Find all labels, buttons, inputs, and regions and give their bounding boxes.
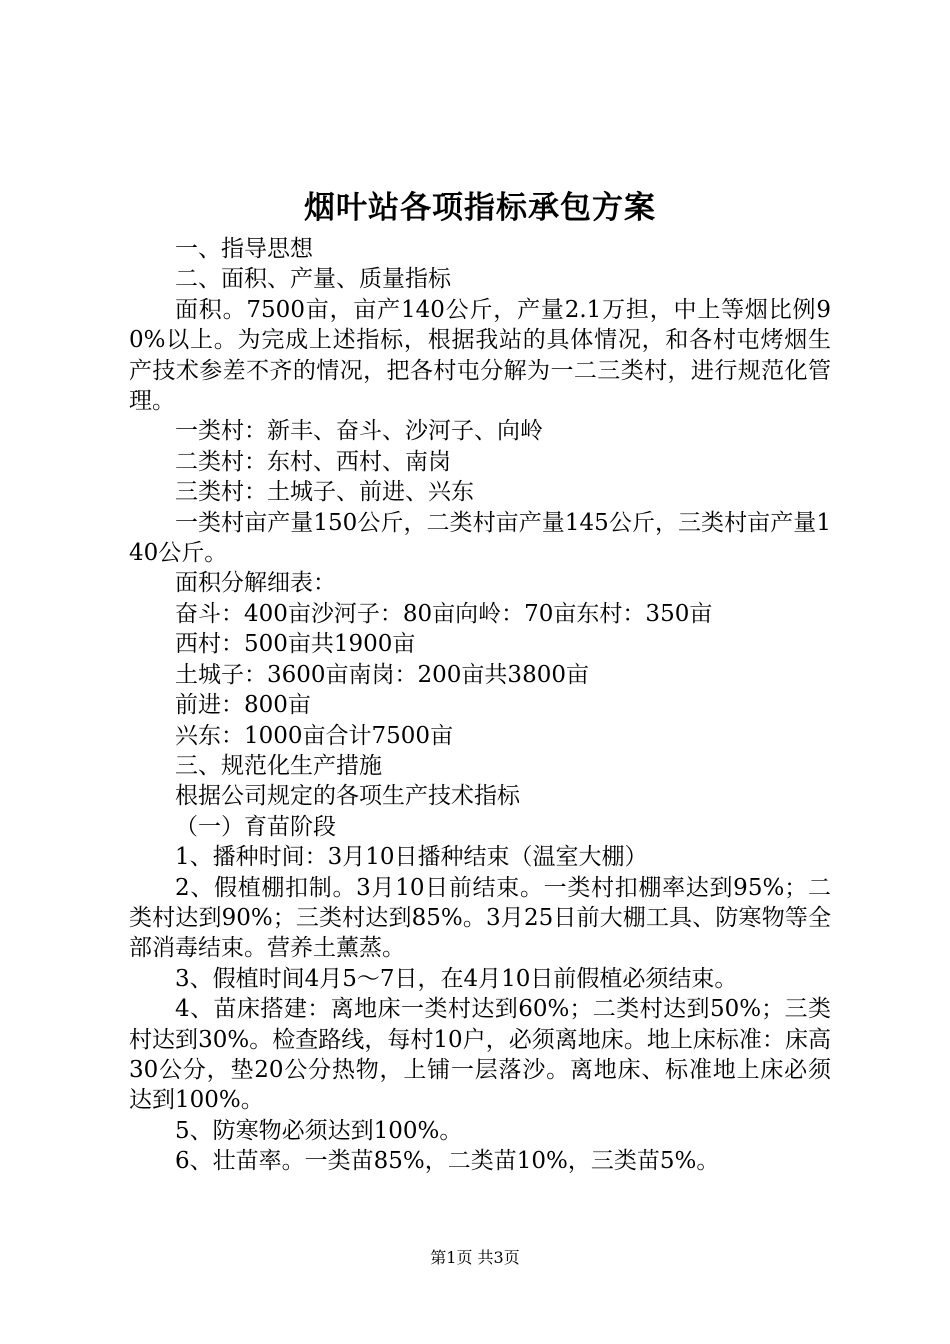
paragraph: 6、壮苗率。一类苗85%，二类苗10%，三类苗5%。 bbox=[175, 1148, 720, 1175]
document-body bbox=[129, 234, 831, 1177]
paragraph: 一类村亩产量150公斤，二类村亩产量145公斤，三类村亩产量140公斤。 bbox=[129, 509, 831, 567]
paragraph: （一）育苗阶段 bbox=[175, 813, 336, 840]
paragraph: 一、指导思想 bbox=[175, 236, 313, 262]
paragraph: 前进：800亩 bbox=[175, 692, 311, 719]
paragraph: 根据公司规定的各项生产技术指标 bbox=[175, 783, 520, 810]
paragraph: 2、假植棚扣制。3月10日前结束。一类村扣棚率达到95%；二类村达到90%；三类村达到85%。3月25日前大棚工具、防寒物等全部消毒结束。营养土薰蒸。 bbox=[129, 874, 831, 962]
page-footer: 第1页 共3页 bbox=[430, 1248, 520, 1267]
paragraph: 面积。7500亩，亩产140公斤，产量2.1万担，中上等烟比例90%以上。为完成上述指标，根据我站的具体情况，和各村屯烤烟生产技术参差不齐的情况，把各村屯分解为一二三类村，进行规范化管理。 bbox=[129, 296, 831, 415]
paragraph: 二类村：东村、西村、南岗 bbox=[175, 448, 451, 475]
paragraph: 3、假植时间4月5～7日，在4月10日前假植必须结束。 bbox=[175, 965, 738, 992]
paragraph: 一类村：新丰、奋斗、沙河子、向岭 bbox=[175, 418, 543, 445]
paragraph: 面积分解细表： bbox=[175, 570, 336, 597]
paragraph: 兴东：1000亩合计7500亩 bbox=[175, 722, 454, 749]
paragraph: 5、防寒物必须达到100%。 bbox=[175, 1117, 463, 1144]
paragraph: 三、规范化生产措施 bbox=[175, 752, 382, 779]
paragraph: 西村：500亩共1900亩 bbox=[175, 631, 416, 658]
paragraph: 三类村：土城子、前进、兴东 bbox=[175, 479, 474, 506]
paragraph: 奋斗：400亩沙河子：80亩向岭：70亩东村：350亩 bbox=[175, 600, 713, 627]
document-page bbox=[129, 182, 831, 1177]
paragraph: 二、面积、产量、质量指标 bbox=[175, 266, 451, 293]
paragraph: 1、播种时间：3月10日播种结束（温室大棚） bbox=[175, 844, 648, 871]
paragraph: 土城子：3600亩南岗：200亩共3800亩 bbox=[175, 661, 589, 688]
document-title: 烟叶站各项指标承包方案 bbox=[304, 190, 656, 226]
paragraph: 4、苗床搭建：离地床一类村达到60%；二类村达到50%；三类村达到30%。检查路线，每村10户，必须离地床。地上床标准：床高30公分，垫20公分热物，上铺一层落沙。离地床、标准地上床必须达到100%。 bbox=[129, 996, 831, 1114]
